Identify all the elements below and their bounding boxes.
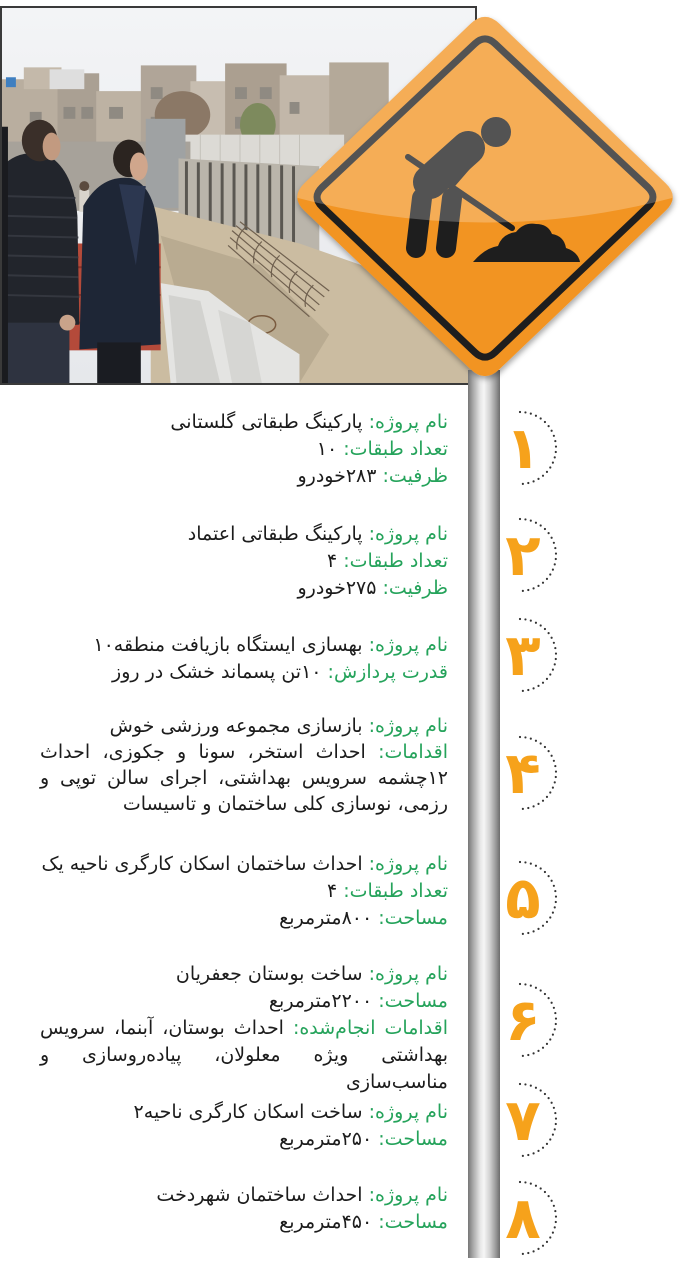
completed-actions-label: اقدامات انجام‌شده:: [292, 1017, 448, 1039]
actions-label: اقدامات:: [378, 741, 448, 763]
project-name-field: [40, 1099, 448, 1126]
project-name-field: [40, 961, 448, 988]
project-block-7: [40, 1099, 448, 1153]
project-name-value: احداث ساختمان شهردخت: [156, 1184, 363, 1206]
processing-capacity-value: ۱۰تن پسماند خشک در روز: [112, 661, 322, 683]
area-field: [40, 905, 448, 932]
project-number-3: [500, 615, 570, 695]
capacity-label: ظرفیت:: [382, 465, 448, 487]
area-label: مساحت:: [378, 990, 448, 1012]
capacity-label: ظرفیت:: [382, 577, 448, 599]
project-name-value: بهسازی ایستگاه بازیافت منطقه۱۰: [93, 634, 363, 656]
area-field: [40, 1209, 448, 1236]
floors-value: ۱۰: [316, 438, 338, 460]
project-name-field: [40, 713, 448, 739]
floors-field: [40, 548, 448, 575]
project-number-8: [500, 1178, 570, 1258]
capacity-field: [40, 575, 448, 602]
dotted-arc-icon: [505, 515, 565, 595]
actions-field: [40, 739, 448, 817]
project-name-value: ساخت بوستان جعفریان: [175, 963, 363, 985]
project-name-field: [40, 851, 448, 878]
project-number-7: [500, 1080, 570, 1160]
capacity-value: ۲۷۵خودرو: [297, 577, 377, 599]
number-digit: ۴: [505, 739, 541, 807]
sign-pole: [468, 370, 500, 1258]
project-name-label: نام پروژه:: [368, 853, 448, 875]
number-digit: ۵: [505, 864, 541, 932]
area-value: ۲۲۰۰مترمربع: [268, 990, 373, 1012]
area-label: مساحت:: [378, 1128, 448, 1150]
project-block-6: [40, 961, 448, 1096]
area-field: [40, 1126, 448, 1153]
project-name-value: پارکینگ طبقاتی گلستانی: [170, 411, 363, 433]
floors-field: [40, 878, 448, 905]
project-name-value: احداث ساختمان اسکان کارگری ناحیه یک: [41, 853, 363, 875]
project-block-3: [40, 632, 448, 686]
dotted-arc-icon: [505, 615, 565, 695]
project-name-label: نام پروژه:: [368, 1184, 448, 1206]
project-block-1: [40, 409, 448, 490]
number-digit: ۲: [505, 521, 541, 589]
dotted-arc-icon: [505, 1080, 565, 1160]
dotted-arc-icon: [505, 733, 565, 813]
dotted-arc-icon: [505, 858, 565, 938]
area-value: ۲۵۰مترمربع: [279, 1128, 373, 1150]
road-work-sign-icon: [280, 0, 690, 400]
area-label: مساحت:: [378, 1211, 448, 1233]
actions-value: احداث استخر، سونا و جکوزی، احداث ۱۲چشمه سرویس بهداشتی، اجرای سالن توپی و رزمی، نوسازی کلی ساختمان و تاسیسات: [40, 741, 448, 815]
project-block-4: [40, 713, 448, 817]
project-name-field: [40, 409, 448, 436]
project-name-label: نام پروژه:: [368, 1101, 448, 1123]
area-value: ۸۰۰مترمربع: [279, 907, 373, 929]
project-name-value: ساخت اسکان کارگری ناحیه۲: [133, 1101, 363, 1123]
processing-capacity-field: [40, 659, 448, 686]
capacity-value: ۲۸۳خودرو: [297, 465, 377, 487]
project-name-field: [40, 521, 448, 548]
project-number-2: [500, 515, 570, 595]
project-name-label: نام پروژه:: [368, 715, 448, 737]
number-digit: ۱: [505, 414, 541, 482]
area-field: [40, 988, 448, 1015]
area-label: مساحت:: [378, 907, 448, 929]
number-digit: ۷: [505, 1086, 541, 1154]
floors-label: تعداد طبقات:: [343, 880, 448, 902]
floors-label: تعداد طبقات:: [343, 438, 448, 460]
project-name-field: [40, 632, 448, 659]
project-block-8: [40, 1182, 448, 1236]
dotted-arc-icon: [505, 980, 565, 1060]
project-block-5: [40, 851, 448, 932]
completed-actions-value: احداث بوستان، آبنما، سرویس بهداشتی ویژه معلولان، پیاده‌روسازی و مناسب‌سازی: [40, 1017, 448, 1093]
project-number-5: [500, 858, 570, 938]
completed-actions-field: [40, 1015, 448, 1096]
number-digit: ۶: [505, 986, 541, 1054]
number-digit: ۸: [505, 1184, 541, 1252]
project-name-label: نام پروژه:: [368, 411, 448, 433]
floors-label: تعداد طبقات:: [343, 550, 448, 572]
project-number-1: [500, 408, 570, 488]
project-number-6: [500, 980, 570, 1060]
number-digit: ۳: [505, 621, 541, 689]
project-name-field: [40, 1182, 448, 1209]
project-number-4: [500, 733, 570, 813]
project-name-label: نام پروژه:: [368, 634, 448, 656]
project-block-2: [40, 521, 448, 602]
area-value: ۴۵۰مترمربع: [279, 1211, 373, 1233]
project-name-label: نام پروژه:: [368, 963, 448, 985]
project-name-value: پارکینگ طبقاتی اعتماد: [187, 523, 363, 545]
processing-capacity-label: قدرت پردازش:: [327, 661, 448, 683]
floors-field: [40, 436, 448, 463]
dotted-arc-icon: [505, 1178, 565, 1258]
dotted-arc-icon: [505, 408, 565, 488]
capacity-field: [40, 463, 448, 490]
floors-value: ۴: [326, 880, 338, 902]
project-name-value: بازسازی مجموعه ورزشی خوش: [109, 715, 363, 737]
floors-value: ۴: [326, 550, 338, 572]
project-name-label: نام پروژه:: [368, 523, 448, 545]
